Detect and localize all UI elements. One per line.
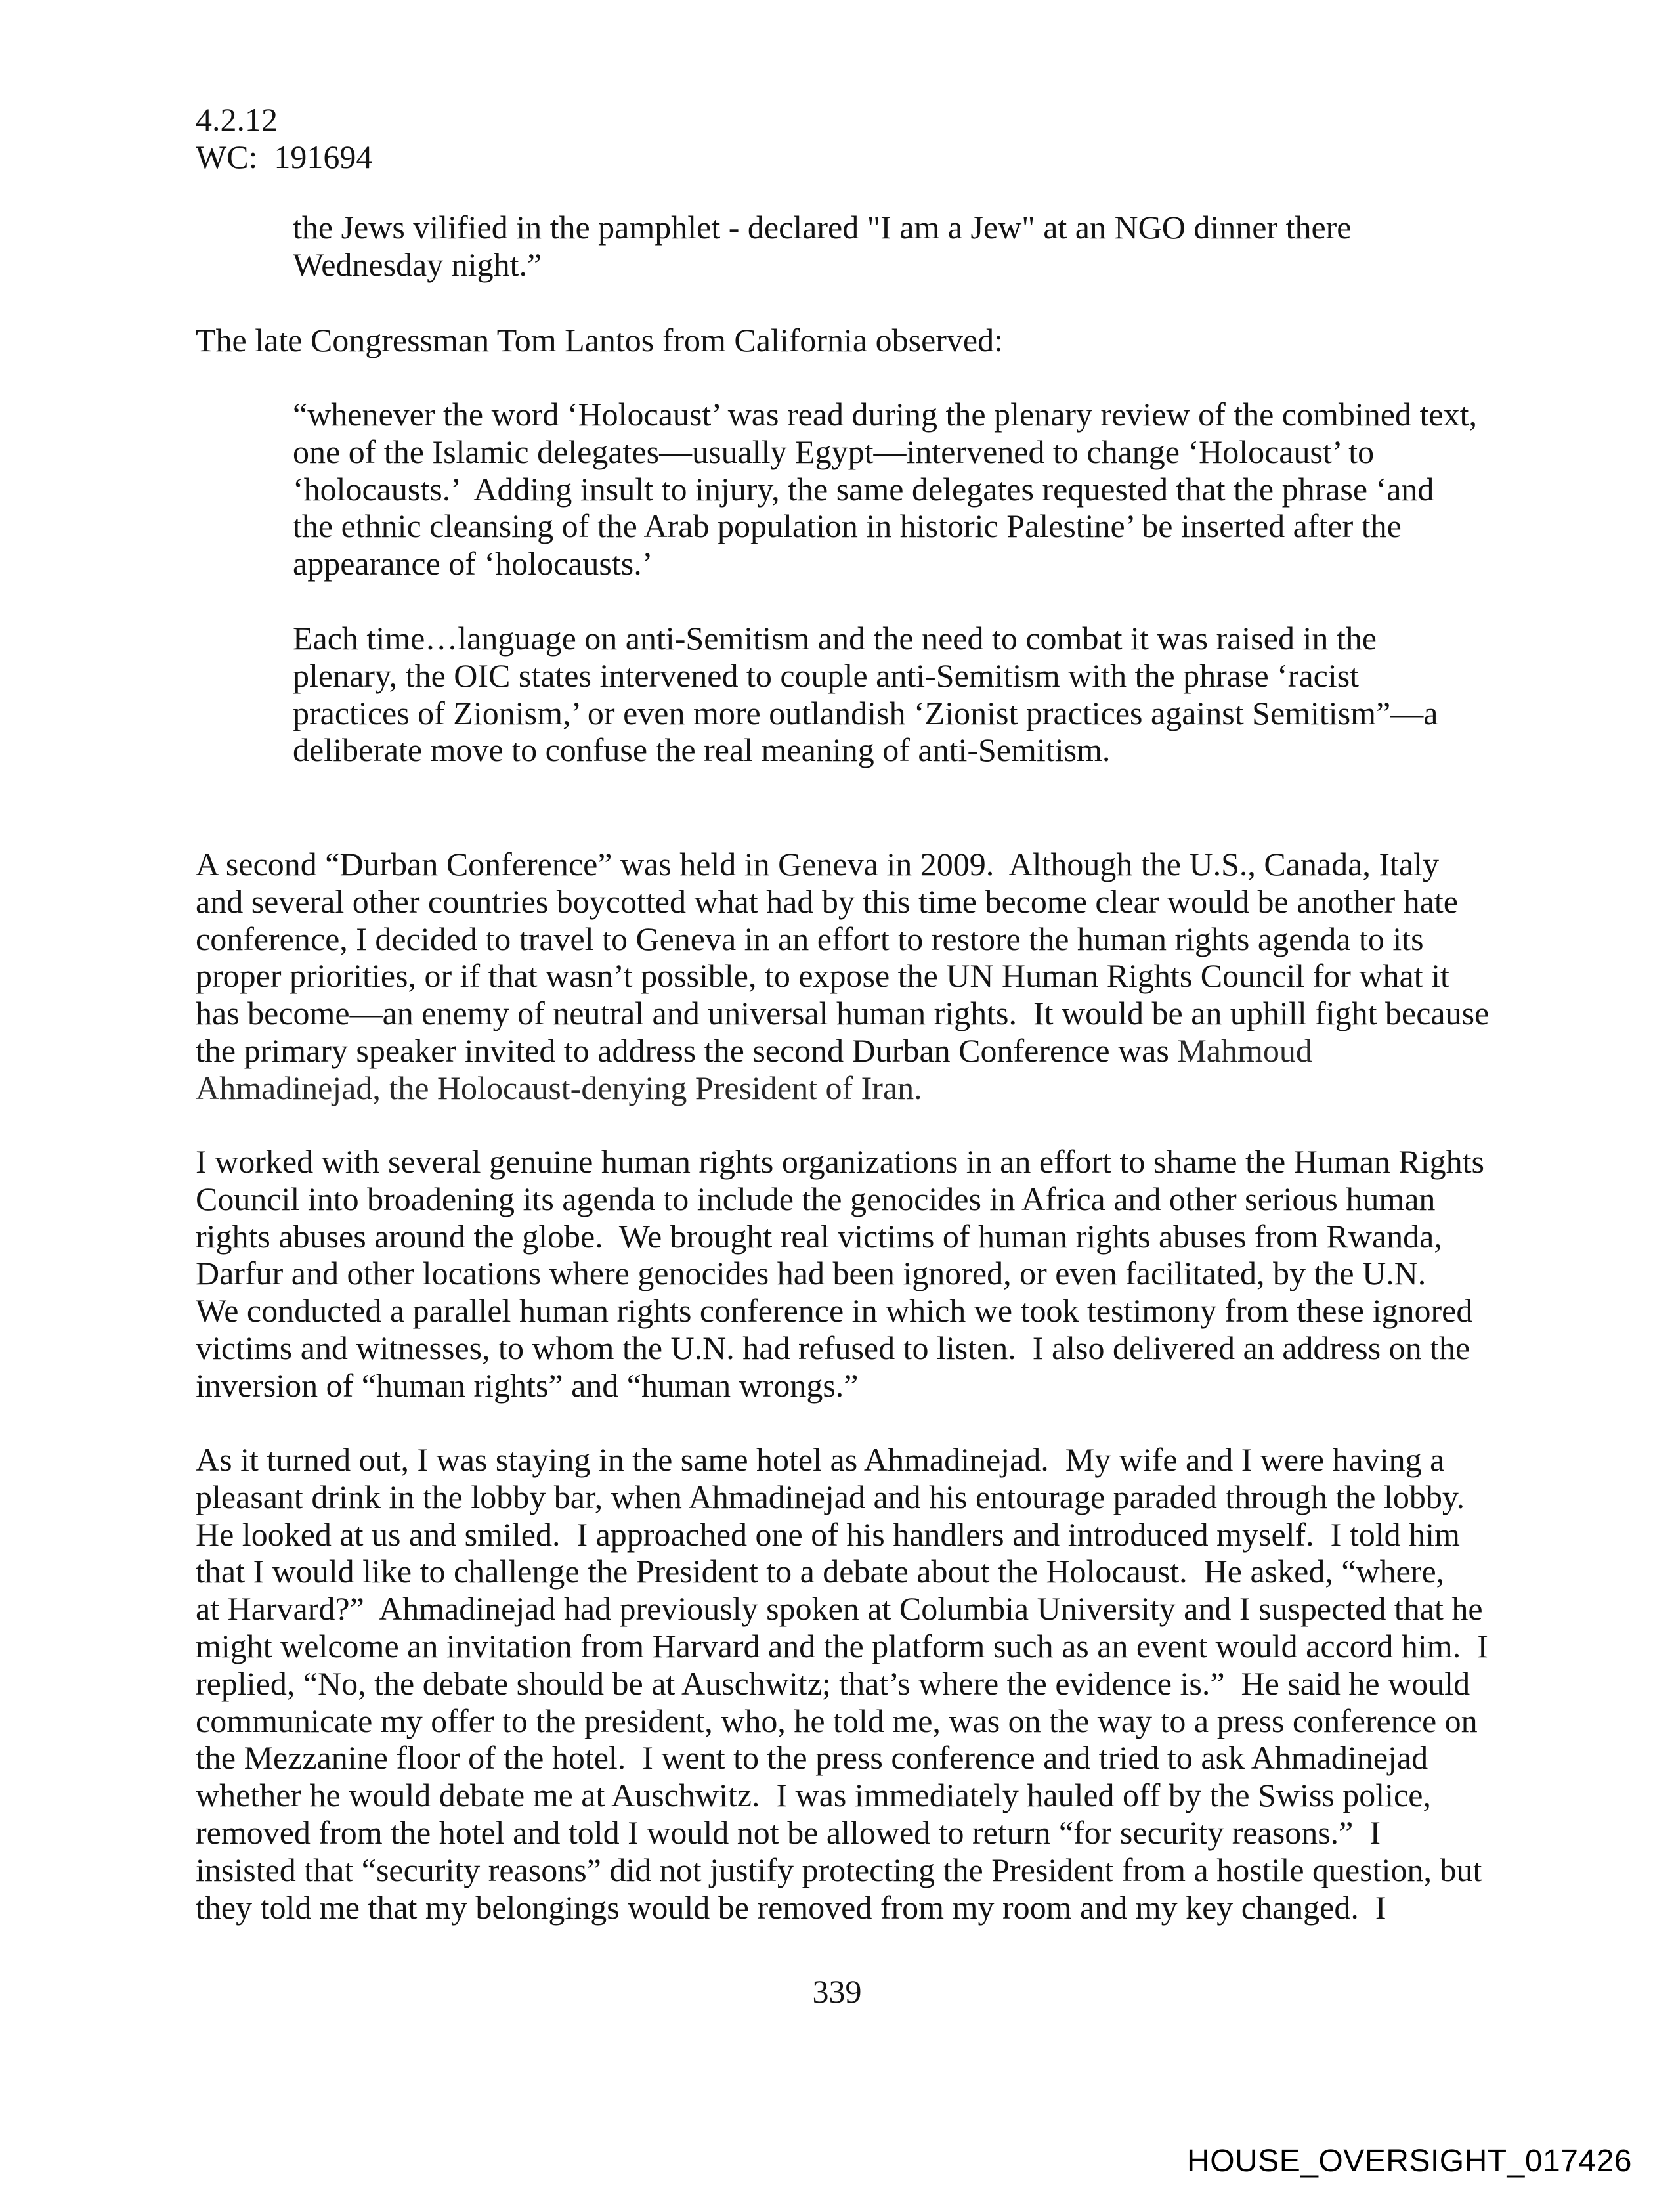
- text-line: that I would like to challenge the President to a debate about the Holocaust. He asked, “where,: [196, 1553, 1445, 1590]
- text-line: As it turned out, I was staying in the same hotel as Ahmadinejad. My wife and I were having a: [196, 1441, 1445, 1478]
- text-fragment: the primary speaker invited to address the second Durban Conference was: [196, 1031, 1178, 1069]
- text-line: A second “Durban Conference” was held in Geneva in 2009. Although the U.S., Canada, Italy: [196, 846, 1439, 882]
- text-line: the Mezzanine floor of the hotel. I went to the press conference and tried to ask Ahmadinejad: [196, 1739, 1428, 1777]
- header-date: 4.2.12: [196, 101, 278, 138]
- text-line: inversion of “human rights” and “human wrongs.”: [196, 1366, 859, 1404]
- block-quote-lantos-2: [293, 620, 1474, 769]
- text-line: communicate my offer to the president, who, he told me, was on the way to a press conference on: [196, 1702, 1478, 1739]
- text-line: [196, 1032, 1482, 1070]
- text-line: insisted that “security reasons” did not justify protecting the President from a hostile question, but: [196, 1851, 1482, 1888]
- text-line: Each time…language on anti-Semitism and the need to combat it was raised in the: [293, 620, 1377, 657]
- bates-stamp: HOUSE_OVERSIGHT_017426: [1187, 2144, 1632, 2179]
- header-word-count: WC: 191694: [196, 138, 373, 175]
- text-line: conference, I decided to travel to Geneva in an effort to restore the human rights agenda to its: [196, 920, 1424, 957]
- text-line: deliberate move to confuse the real meaning of anti-Semitism.: [293, 731, 1111, 769]
- text-line: plenary, the OIC states intervened to couple anti-Semitism with the phrase ‘racist: [293, 657, 1360, 694]
- text-line: ‘holocausts.’ Adding insult to injury, the same delegates requested that the phrase ‘and: [293, 470, 1434, 508]
- page-number: 339: [812, 1973, 862, 2010]
- block-quote-lantos-1: [293, 396, 1477, 582]
- paragraph-human-rights-organizations: [196, 1143, 1482, 1404]
- text-line: The late Congressman Tom Lantos from California observed:: [196, 322, 1004, 358]
- paragraph-hotel-encounter: [196, 1441, 1488, 1926]
- text-line: at Harvard?” Ahmadinejad had previously spoken at Columbia University and I suspected that he: [196, 1590, 1483, 1628]
- text-line: removed from the hotel and told I would not be allowed to return “for security reasons.” I: [196, 1813, 1381, 1851]
- text-line: replied, “No, the debate should be at Auschwitz; that’s where the evidence is.” He said he would: [196, 1664, 1470, 1702]
- text-line: proper priorities, or if that wasn’t possible, to expose the UN Human Rights Council for what it: [196, 957, 1449, 995]
- text-line: We conducted a parallel human rights conference in which we took testimony from these ignored: [196, 1292, 1473, 1330]
- text-line: Darfur and other locations where genocides had been ignored, or even facilitated, by the U.N.: [196, 1255, 1427, 1292]
- text-line: He looked at us and smiled. I approached one of his handlers and introduced myself. I told him: [196, 1515, 1460, 1553]
- text-line: victims and witnesses, to whom the U.N. had refused to listen. I also delivered an address on the: [196, 1329, 1470, 1366]
- text-line: Council into broadening its agenda to include the genocides in Africa and other serious human: [196, 1180, 1436, 1217]
- text-line: has become—an enemy of neutral and universal human rights. It would be an uphill fight because: [196, 995, 1490, 1032]
- document-header: [196, 101, 372, 176]
- text-line: I worked with several genuine human rights organizations in an effort to shame the Human Rights: [196, 1143, 1484, 1180]
- text-line: rights abuses around the globe. We brought real victims of human rights abuses from Rwanda,: [196, 1217, 1442, 1255]
- text-line: Wednesday night.”: [293, 246, 542, 283]
- text-line: appearance of ‘holocausts.’: [293, 545, 653, 582]
- text-line: pleasant drink in the lobby bar, when Ahmadinejad and his entourage paraded through the lobby.: [196, 1478, 1465, 1515]
- text-line: Ahmadinejad, the Holocaust-denying President of Iran.: [196, 1069, 922, 1106]
- text-line: practices of Zionism,’ or even more outlandish ‘Zionist practices against Semitism”—a: [293, 694, 1438, 731]
- text-line: the Jews vilified in the pamphlet - declared "I am a Jew" at an NGO dinner there: [293, 209, 1352, 246]
- text-line: one of the Islamic delegates—usually Egypt—intervened to change ‘Holocaust’ to: [293, 433, 1375, 470]
- text-fragment-gray: Mahmoud: [1177, 1031, 1312, 1069]
- text-line: the ethnic cleansing of the Arab population in historic Palestine’ be inserted after the: [293, 508, 1402, 545]
- text-line: whether he would debate me at Auschwitz. I was immediately hauled off by the Swiss police,: [196, 1777, 1431, 1814]
- text-line: they told me that my belongings would be removed from my room and my key changed. I: [196, 1888, 1386, 1926]
- text-line: and several other countries boycotted what had by this time become clear would be another hate: [196, 882, 1458, 920]
- block-quote-continuation: [293, 209, 1474, 284]
- paragraph-lantos-intro: [196, 322, 1482, 359]
- text-line: “whenever the word ‘Holocaust’ was read during the plenary review of the combined text,: [293, 396, 1477, 433]
- paragraph-durban-conference: [196, 846, 1490, 1107]
- text-line: might welcome an invitation from Harvard and the platform such as an event would accord him. I: [196, 1627, 1488, 1664]
